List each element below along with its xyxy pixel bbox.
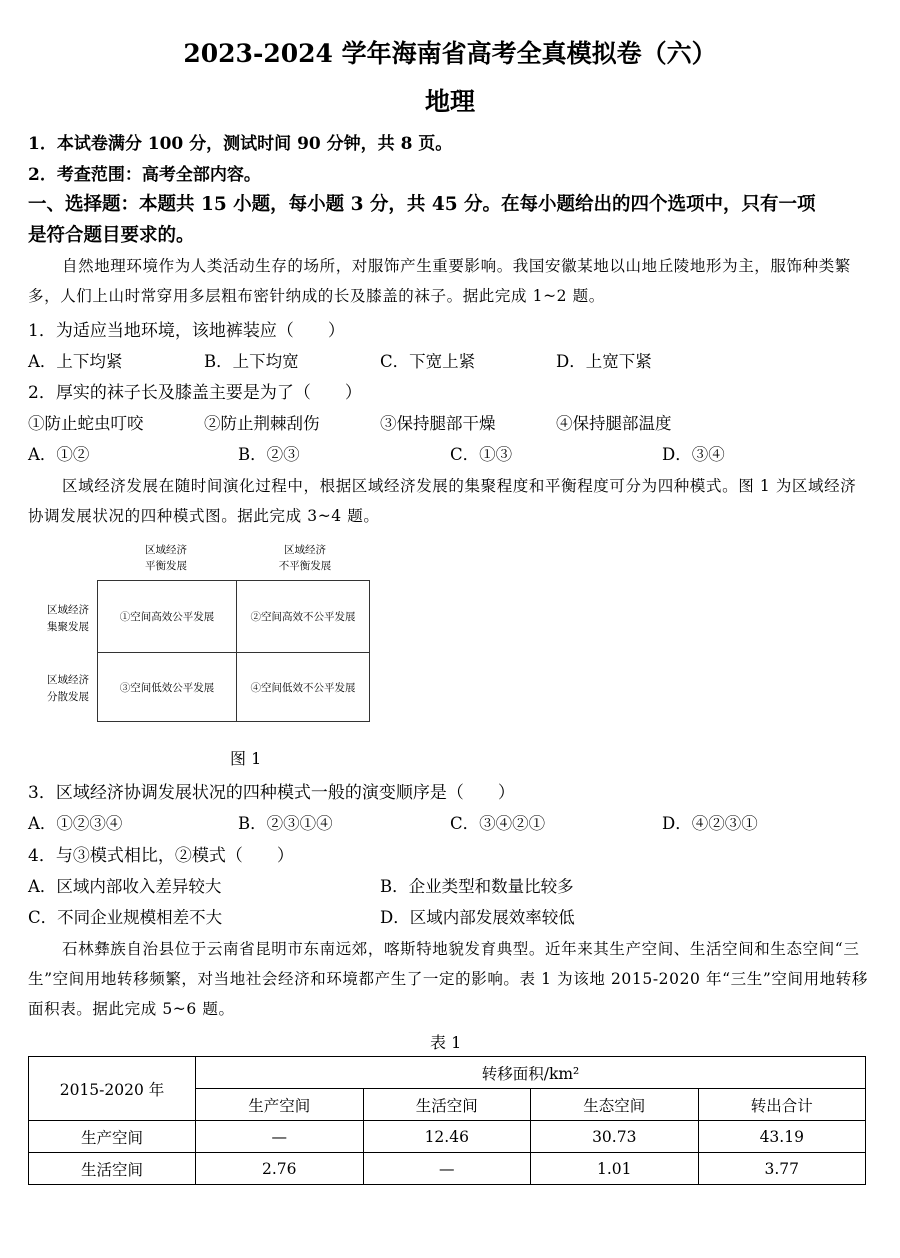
- table-1-caption: 表 1: [430, 1033, 462, 1052]
- passage-1: 自然地理环境作为人类活动生存的场所，对服饰产生重要影响。我国安徽某地以山地丘陵地形为主，服饰种类繁多，人们上山时常穿用多层粗布密针纳成的长及膝盖的袜子。据此完成 1~2 题。: [28, 257, 851, 305]
- question-3-stem: 3．区域经济协调发展状况的四种模式一般的演变顺序是（ ）: [28, 783, 515, 803]
- table-1: [28, 1056, 866, 1185]
- figure-row1-line2: 集聚发展: [47, 621, 89, 633]
- table-col-header: 生态空间: [531, 1089, 699, 1121]
- table-col-header: 转出合计: [698, 1089, 866, 1121]
- q1-option-c: C．下宽上紧: [380, 352, 476, 371]
- q2-item-3: ③保持腿部干燥: [380, 414, 496, 433]
- table-cell: 43.19: [698, 1121, 866, 1153]
- q1-option-a: A．上下均紧: [28, 352, 123, 371]
- table-cell: 30.73: [531, 1121, 699, 1153]
- q4-option-c: C．不同企业规模相差不大: [28, 908, 223, 927]
- q2-option-b: B．②③: [238, 445, 300, 464]
- q2-item-4: ④保持腿部温度: [556, 414, 672, 433]
- table-row-label: 生产空间: [29, 1121, 196, 1153]
- q3-option-c: C．③④②①: [450, 814, 546, 833]
- table-group-header: 转移面积/km²: [196, 1057, 866, 1089]
- table-cell: —: [363, 1153, 531, 1185]
- figure-col2-line1: 区域经济: [284, 544, 326, 556]
- table-cell: 2.76: [196, 1153, 364, 1185]
- figure-col-header-unbalanced: [265, 542, 345, 574]
- instruction-2: 2．考查范围：高考全部内容。: [28, 165, 261, 185]
- q1-option-d: D．上宽下紧: [556, 352, 652, 371]
- q2-item-2: ②防止荆棘刮伤: [204, 414, 320, 433]
- table-row-label: 生活空间: [29, 1153, 196, 1185]
- q1-option-b: B．上下均宽: [204, 352, 299, 371]
- figure-col1-line1: 区域经济: [145, 544, 187, 556]
- q3-option-b: B．②③①④: [238, 814, 333, 833]
- q4-option-d: D．区域内部发展效率较低: [380, 908, 575, 927]
- table-row: [29, 1153, 866, 1185]
- q3-option-a: A．①②③④: [28, 814, 123, 833]
- table-cell: 12.46: [363, 1121, 531, 1153]
- figure-row2-line1: 区域经济: [47, 674, 89, 686]
- q2-option-a: A．①②: [28, 445, 90, 464]
- figure-cell-4: ④空间低效不公平发展: [250, 681, 356, 694]
- section-heading-line2: 是符合题目要求的。: [28, 225, 195, 246]
- question-2-stem: 2．厚实的袜子长及膝盖主要是为了（ ）: [28, 383, 362, 403]
- figure-col-header-balanced: [126, 542, 206, 574]
- q4-option-a: A．区域内部收入差异较大: [28, 877, 222, 896]
- question-1-stem: 1．为适应当地环境，该地裤装应（ ）: [28, 321, 345, 341]
- q2-option-d: D．③④: [662, 445, 725, 464]
- figure-col1-line2: 平衡发展: [145, 560, 187, 572]
- q3-option-d: D．④②③①: [662, 814, 758, 833]
- table-corner-cell: 2015-2020 年: [29, 1057, 196, 1121]
- figure-cell-2: ②空间高效不公平发展: [250, 611, 356, 623]
- figure-row2-line2: 分散发展: [47, 691, 89, 703]
- passage-2: 区域经济发展在随时间演化过程中，根据区域经济发展的集聚程度和平衡程度可分为四种模式。图 1 为区域经济协调发展状况的四种模式图。据此完成 3~4 题。: [28, 477, 857, 525]
- figure-row1-line1: 区域经济: [47, 604, 89, 616]
- table-cell: 3.77: [698, 1153, 866, 1185]
- q2-item-1: ①防止蛇虫叮咬: [28, 414, 144, 433]
- figure-row-header-agglomerated: [38, 602, 98, 636]
- table-col-header: 生活空间: [363, 1089, 531, 1121]
- q4-option-b: B．企业类型和数量比较多: [380, 877, 574, 896]
- table-cell: 1.01: [531, 1153, 699, 1185]
- subject-title: 地理: [424, 87, 475, 116]
- figure-1-grid: [97, 580, 370, 722]
- section-heading-line1: 一、选择题：本题共 15 小题，每小题 3 分，共 45 分。在每小题给出的四个选项中，只有一项: [28, 194, 816, 215]
- question-4-stem: 4．与③模式相比，②模式（ ）: [28, 846, 294, 866]
- passage-3: 石林彝族自治县位于云南省昆明市东南远郊，喀斯特地貌发育典型。近年来其生产空间、生活空间和生态空间“三生”空间用地转移频繁，对当地社会经济和环境都产生了一定的影响。表 1 为该地 2015-2020 年“三生”空间用地转移面积表。据此完成 5~6 题。: [28, 940, 868, 1018]
- q2-option-c: C．①③: [450, 445, 513, 464]
- figure-cell-1: ①空间高效公平发展: [119, 611, 215, 623]
- table-row: [29, 1121, 866, 1153]
- table-cell: —: [196, 1121, 364, 1153]
- figure-1-caption: 图 1: [230, 749, 262, 768]
- figure-cell-3: ③空间低效公平发展: [119, 681, 215, 694]
- figure-row-header-dispersed: [38, 672, 98, 706]
- instruction-1: 1．本试卷满分 100 分，测试时间 90 分钟，共 8 页。: [28, 134, 453, 154]
- exam-title: 2023-2024 学年海南省高考全真模拟卷（六）: [183, 39, 717, 68]
- figure-col2-line2: 不平衡发展: [278, 560, 332, 572]
- table-col-header: 生产空间: [196, 1089, 364, 1121]
